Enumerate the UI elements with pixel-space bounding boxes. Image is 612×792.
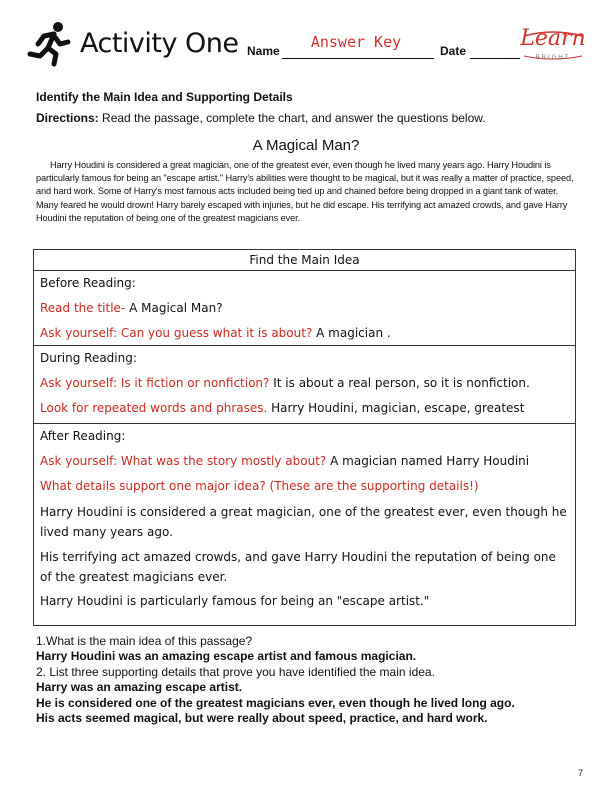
date-field-line (470, 58, 520, 59)
before-reading-section (34, 271, 575, 346)
repeat-answer: Harry Houdini, magician, escape, greatest (271, 401, 525, 415)
passage-text: Harry Houdini is considered a great magician, one of the greatest ever, even though he lived many years ago. Harry Houdini is particularly famous for being an "escape artist." Harry's abilities were thought to be magical, but it was really a matter of practice, speed, and hard work. Some of Harry's most famous acts included being tied up and chained before being dropped in a giant tank of water. Many feared he would drown! Harry barely escaped with injuries, but he did escape. His terrifying act amazed crowds, and gave Harry Houdini the reputation of being one of the greatest magicians ever. (36, 160, 574, 223)
answer-2-detail-3: His acts seemed magical, but were really about speed, practice, and hard work. (36, 711, 488, 725)
directions (36, 111, 486, 125)
supporting-detail-1: Harry Houdini is considered a great magician, one of the greatest ever, even though he lived many years ago. (40, 505, 567, 539)
repeat-prompt: Look for repeated words and phrases. (40, 401, 268, 415)
title-answer: A Magical Man? (129, 301, 223, 315)
during-reading-label: During Reading: (40, 351, 137, 365)
during-reading-section (34, 346, 575, 424)
name-field-line (282, 58, 434, 59)
fiction-row (40, 371, 569, 396)
chart-header: Find the Main Idea (34, 250, 575, 271)
supporting-detail-3: Harry Houdini is particularly famous for being an "escape artist." (40, 594, 430, 608)
directions-text: Read the passage, complete the chart, and answer the questions below. (102, 111, 486, 125)
before-reading-label: Before Reading: (40, 276, 136, 290)
logo-subtext: BRIGHT (535, 55, 571, 61)
details-prompt: What details support one major idea? (These are the supporting details!) (40, 479, 479, 493)
page-number: 7 (578, 768, 584, 778)
directions-label: Directions: (36, 111, 99, 125)
mostly-answer: A magician named Harry Houdini (330, 454, 530, 468)
activity-title: Activity One (80, 28, 239, 59)
question-2: 2. List three supporting details that prove you have identified the main idea. (36, 665, 435, 679)
after-reading-label: After Reading: (40, 429, 126, 443)
guess-prompt: Ask yourself: Can you guess what it is about? (40, 326, 313, 340)
answer-2-detail-1: Harry was an amazing escape artist. (36, 680, 243, 694)
passage-title: A Magical Man? (252, 137, 360, 154)
name-field-value: Answer Key (310, 33, 402, 51)
fiction-prompt: Ask yourself: Is it fiction or nonfiction? (40, 376, 270, 390)
worksheet-subtitle: Identify the Main Idea and Supporting Details (36, 90, 293, 104)
date-label: Date (440, 44, 467, 58)
supporting-detail-2: His terrifying act amazed crowds, and gave Harry Houdini the reputation of being one of the greatest magicians ever. (40, 550, 556, 584)
mostly-row (40, 449, 569, 474)
logo-text: Learn (520, 26, 586, 51)
after-reading-section (34, 424, 575, 625)
title-prompt: Read the title- (40, 301, 126, 315)
mostly-prompt: Ask yourself: What was the story mostly about? (40, 454, 327, 468)
repeat-row (40, 396, 569, 421)
answer-1: Harry Houdini was an amazing escape artist and famous magician. (36, 649, 417, 663)
question-1: 1.What is the main idea of this passage? (36, 634, 253, 648)
main-idea-chart (33, 249, 576, 626)
guess-answer: A magician . (316, 326, 391, 340)
answer-2-detail-2: He is considered one of the greatest magicians ever, even though he lived long ago. (36, 696, 515, 710)
guess-row (40, 321, 569, 346)
fiction-answer: It is about a real person, so it is nonfiction. (273, 376, 530, 390)
title-row (40, 296, 569, 321)
running-person-icon (24, 20, 72, 68)
name-label: Name (247, 44, 280, 58)
